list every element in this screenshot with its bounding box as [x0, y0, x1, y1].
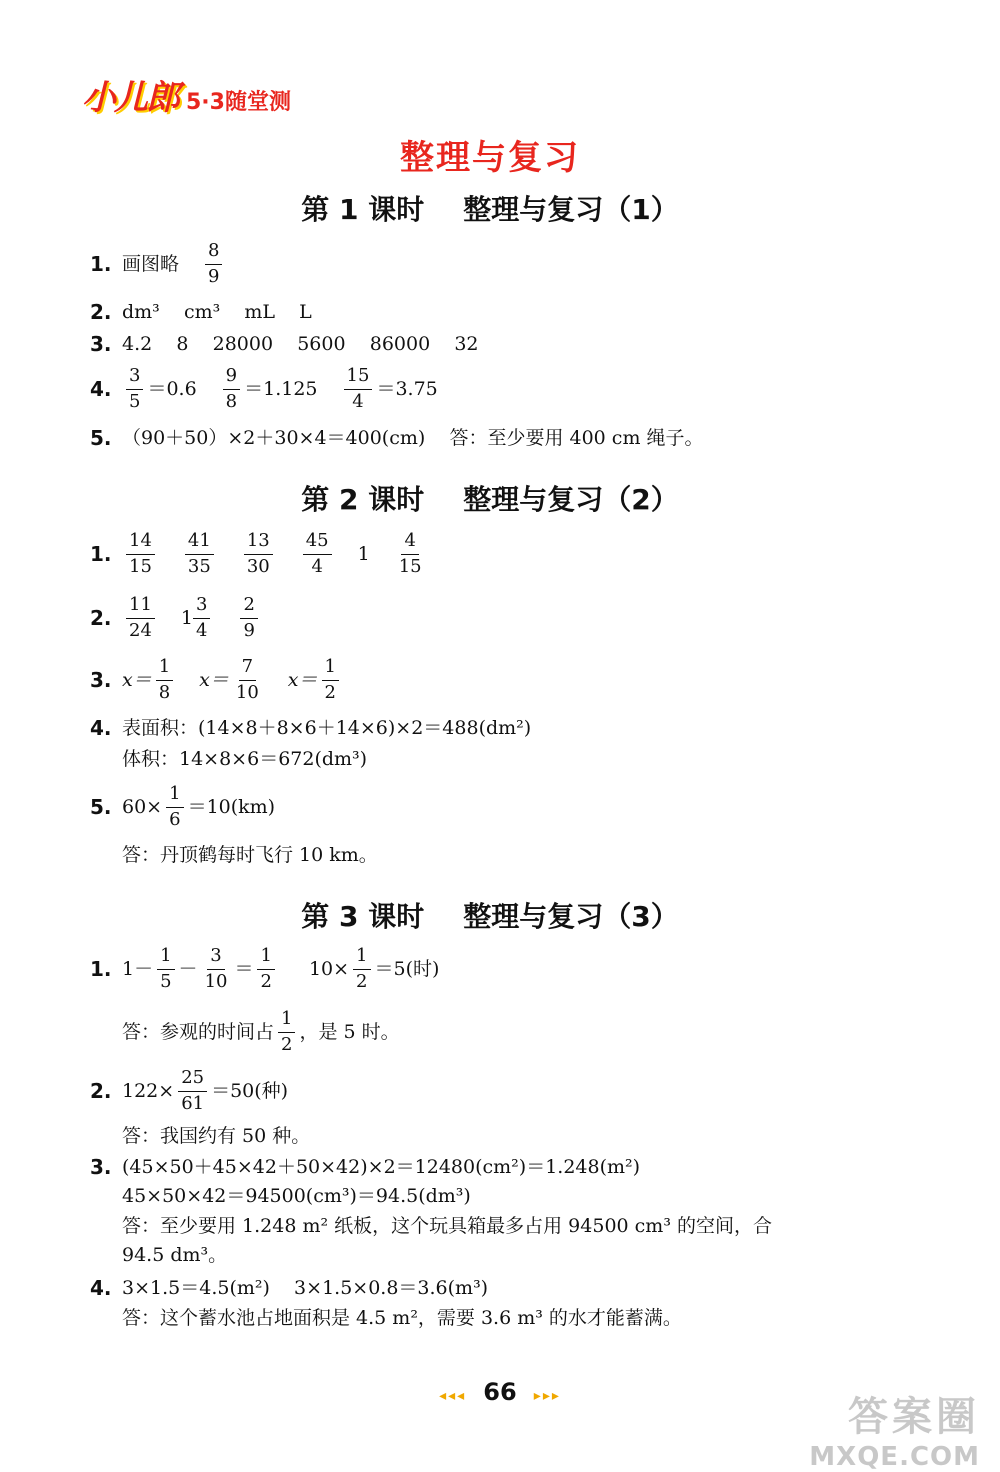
l3-q3-line2 — [90, 1187, 471, 1206]
l3-q3-line3 — [90, 1217, 772, 1236]
l1-q1 — [90, 240, 226, 288]
l3-q1-answer — [90, 1008, 400, 1056]
answer-text: 答：我国约有 50 种。 — [122, 1125, 311, 1147]
fraction: $\frac{1}{2}$ — [257, 945, 274, 993]
watermark — [809, 1385, 980, 1472]
watermark-url: MXQE.COM — [809, 1442, 980, 1472]
answer-text: 答：丹顶鹤每时飞行 10 km。 — [122, 844, 378, 866]
answer-text: ，是 5 时。 — [299, 1020, 400, 1043]
l3-q1 — [90, 945, 439, 993]
answer-text: 答：这个蓄水池占地面积是 4.5 m²，需要 3.6 m³ 的水才能蓄满。 — [122, 1307, 682, 1329]
left-arrows-icon: ◂◂◂ — [439, 1388, 467, 1404]
l2-q4-line2 — [90, 750, 367, 769]
answer-text: 10× — [308, 957, 350, 980]
answer-text: (45×50＋45×42＋50×42)×2＝12480(cm²)＝1.248(m²) — [122, 1155, 641, 1178]
fraction: $\frac{15}{4}$ — [344, 365, 373, 413]
answer-text: 表面积：(14×8＋8×6＋14×6)×2＝488(dm²) — [122, 716, 532, 739]
fraction: $\frac{1}{2}$ — [353, 945, 370, 993]
fraction: $\frac{3}{5}$ — [126, 365, 143, 413]
question-number: 5. — [90, 795, 112, 819]
fraction: $\frac{8}{9}$ — [205, 240, 222, 288]
l3-q3 — [90, 1157, 640, 1177]
fraction: $\frac{3}{4}$ — [193, 594, 210, 642]
question-number: 2. — [90, 1079, 112, 1103]
answer-text: （90＋50）×2＋30×4＝400(cm) 答：至少要用 400 cm 绳子。 — [122, 426, 704, 449]
answer-text: 体积：14×8×6＝672(dm³) — [122, 748, 368, 770]
brand-name: 小儿郎 — [82, 78, 178, 118]
l2-q4 — [90, 718, 531, 738]
series-name: 5·3随堂测 — [186, 90, 291, 115]
answer-text: ＝3.75 — [376, 377, 438, 400]
l3-q3-line4 — [90, 1246, 227, 1265]
answer-text: 4.2 8 28000 5600 86000 32 — [122, 332, 479, 355]
fraction: $\frac{25}{61}$ — [178, 1067, 207, 1115]
answer-text: dm³ cm³ mL L — [122, 300, 312, 323]
question-number: 5. — [90, 426, 112, 450]
variable-label: x＝ — [287, 668, 318, 691]
lesson-3-title: 第 3 课时 整理与复习（3） — [301, 900, 679, 933]
mixed-whole: 1 — [180, 606, 193, 629]
fraction: $\frac{1}{2}$ — [278, 1008, 295, 1056]
l2-q2 — [90, 594, 262, 642]
answer-text: 3×1.5＝4.5(m²) 3×1.5×0.8＝3.6(m³) — [122, 1276, 489, 1299]
answer-text: 答：至少要用 1.248 m² 纸板，这个玩具箱最多占用 94500 cm³ 的空间，合 — [122, 1215, 772, 1237]
lesson-2-title: 第 2 课时 整理与复习（2） — [301, 483, 679, 516]
question-number: 4. — [90, 1276, 112, 1300]
answer-text: 45×50×42＝94500(cm³)＝94.5(dm³) — [122, 1185, 471, 1207]
fraction: $\frac{1}{5}$ — [157, 945, 174, 993]
question-number: 4. — [90, 377, 112, 401]
fraction: $\frac{1}{2}$ — [322, 656, 339, 704]
answer-text: ＝50(种) — [211, 1079, 289, 1102]
answer-text: 60× — [122, 795, 163, 818]
brand-logo — [82, 70, 291, 119]
answer-text: 94.5 dm³。 — [122, 1244, 228, 1266]
fraction: $\frac{2}{9}$ — [240, 594, 257, 642]
fraction: $\frac{7}{10}$ — [235, 656, 259, 703]
fraction: $\frac{11}{24}$ — [126, 594, 155, 642]
right-arrows-icon: ▸▸▸ — [533, 1388, 561, 1404]
question-number: 3. — [90, 1155, 112, 1179]
l3-q4 — [90, 1278, 488, 1298]
fraction: $\frac{1}{8}$ — [156, 656, 173, 704]
variable-label: x＝ — [122, 668, 152, 691]
answer-text: 画图略 — [122, 252, 180, 275]
question-number: 4. — [90, 716, 112, 740]
l3-q2-answer — [90, 1127, 310, 1146]
question-number: 1. — [90, 957, 112, 981]
l2-q5-answer — [90, 846, 378, 865]
fraction: $\frac{4}{15}$ — [398, 530, 422, 577]
answer-text: ＝0.6 — [147, 377, 197, 400]
l2-q1 — [90, 530, 429, 578]
question-number: 2. — [90, 606, 112, 630]
variable-label: x＝ — [199, 668, 229, 691]
fraction: $\frac{9}{8}$ — [223, 365, 240, 413]
answer-text: ＝1.125 — [244, 377, 318, 400]
lesson-1-title: 第 1 课时 整理与复习（1） — [301, 193, 679, 226]
question-number: 3. — [90, 332, 112, 356]
page-title: 整理与复习 — [400, 138, 580, 178]
fraction: $\frac{14}{15}$ — [126, 530, 155, 578]
page-number: 66 — [483, 1378, 517, 1406]
answer-text: ＝ — [234, 957, 254, 980]
l1-q4 — [90, 365, 438, 413]
fraction: $\frac{3}{10}$ — [204, 945, 228, 992]
question-number: 1. — [90, 252, 112, 276]
answer-text: 1－ — [122, 957, 154, 980]
answer-text: ＝10(km) — [187, 795, 276, 818]
l1-q3 — [90, 334, 479, 354]
l3-q4-line2 — [90, 1309, 682, 1328]
answer-text: ＝5(时) — [374, 957, 440, 980]
fraction: $\frac{45}{4}$ — [303, 530, 332, 578]
fraction: $\frac{1}{6}$ — [166, 783, 183, 831]
l3-q2 — [90, 1067, 288, 1115]
answer-text: 1 — [357, 542, 370, 565]
question-number: 3. — [90, 668, 112, 692]
fraction: $\frac{41}{35}$ — [185, 530, 214, 578]
question-number: 2. — [90, 300, 112, 324]
l2-q5 — [90, 783, 275, 831]
l1-q2 — [90, 302, 312, 322]
l1-q5 — [90, 428, 704, 448]
answer-text: 答：参观的时间占 — [122, 1020, 275, 1043]
fraction: $\frac{13}{30}$ — [244, 530, 273, 578]
question-number: 1. — [90, 542, 112, 566]
answer-text: － — [178, 957, 198, 980]
answer-text: 122× — [122, 1079, 175, 1102]
watermark-text: 答案圈 — [848, 1394, 980, 1440]
l2-q3 — [90, 656, 343, 704]
